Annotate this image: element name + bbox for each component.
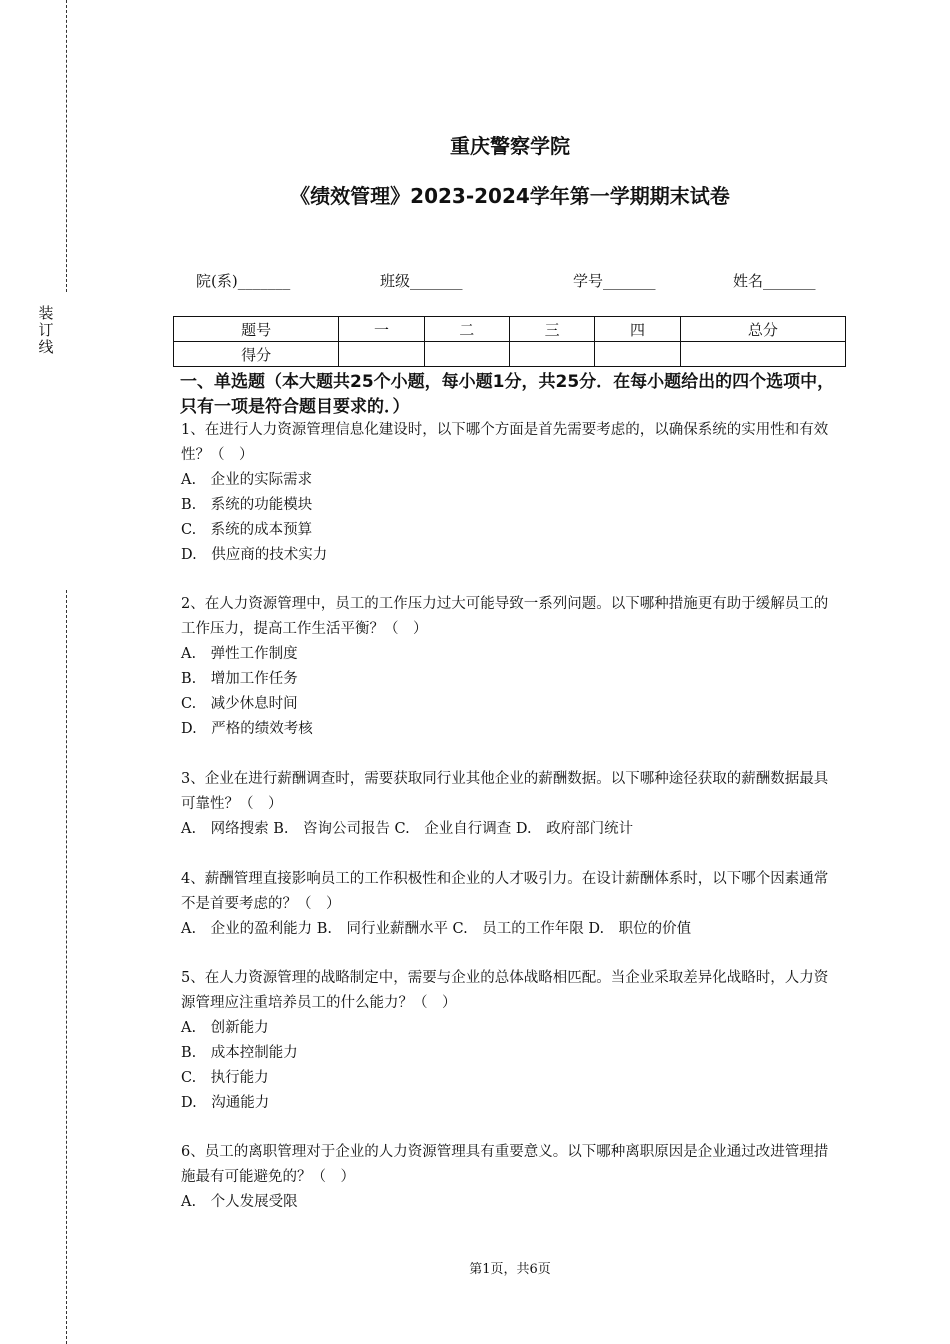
option-a: A. 个人发展受限	[181, 1194, 298, 1210]
score-table	[173, 316, 846, 367]
question-2	[181, 592, 841, 742]
score-table-score-row	[174, 342, 846, 367]
option-d: D. 供应商的技术实力	[181, 547, 328, 563]
score-row-label: 得分	[174, 342, 339, 367]
question-stem: 5、在人力资源管理的战略制定中，需要与企业的总体战略相匹配。当企业采取差异化战略时，人力资源管理应注重培养员工的什么能力？（ ）	[181, 970, 829, 1011]
info-blank[interactable]: _______	[603, 272, 656, 290]
question-3	[181, 767, 841, 842]
option-c: C. 减少休息时间	[181, 696, 298, 712]
info-class	[380, 270, 463, 291]
info-label: 班级	[380, 272, 411, 290]
question-stem: 2、在人力资源管理中，员工的工作压力过大可能导致一系列问题。以下哪种措施更有助于缓解员工的工作压力，提高工作生活平衡？（ ）	[181, 596, 829, 637]
binding-label	[36, 305, 56, 356]
question-stem: 1、在进行人力资源管理信息化建设时，以下哪个方面是首先需要考虑的，以确保系统的实用性和有效性？（ ）	[181, 422, 829, 463]
info-name	[733, 270, 816, 291]
section-heading: 一、单选题（本大题共25个小题，每小题1分，共25分．在每小题给出的四个选项中，只有一项是符合题目要求的．）	[180, 372, 835, 417]
binding-dashed-line-bottom	[66, 590, 67, 1344]
info-label: 学号	[573, 272, 604, 290]
question-1	[181, 418, 841, 568]
option-a: A. 创新能力	[181, 1020, 269, 1036]
option-d: D. 严格的绩效考核	[181, 721, 313, 737]
score-table-header-row	[174, 317, 846, 342]
question-5	[181, 966, 841, 1116]
binding-char: 订	[38, 321, 54, 339]
options-inline: A. 网络搜索 B. 咨询公司报告 C. 企业自行调查 D. 政府部门统计	[181, 821, 634, 837]
binding-char: 装	[38, 304, 54, 322]
score-header-cell: 总分	[680, 317, 845, 342]
info-label: 院(系)	[196, 272, 238, 290]
question-stem: 6、员工的离职管理对于企业的人力资源管理具有重要意义。以下哪种离职原因是企业通过改进管理措施最有可能避免的？（ ）	[181, 1144, 829, 1185]
score-cell[interactable]	[595, 342, 680, 367]
score-header-cell: 四	[595, 317, 680, 342]
info-blank[interactable]: _______	[410, 272, 463, 290]
score-header-cell: 三	[509, 317, 594, 342]
info-blank[interactable]: _______	[763, 272, 816, 290]
option-b: B. 成本控制能力	[181, 1045, 298, 1061]
question-6	[181, 1140, 841, 1215]
option-c: C. 系统的成本预算	[181, 522, 313, 538]
info-student-id	[573, 270, 656, 291]
score-cell[interactable]	[509, 342, 594, 367]
page-footer: 第1页，共6页	[469, 1262, 551, 1277]
question-stem: 3、企业在进行薪酬调查时，需要获取同行业其他企业的薪酬数据。以下哪种途径获取的薪酬数据最具可靠性？（ ）	[181, 771, 829, 812]
question-stem: 4、薪酬管理直接影响员工的工作积极性和企业的人才吸引力。在设计薪酬体系时，以下哪个因素通常不是首要考虑的？（ ）	[181, 871, 829, 912]
options-inline: A. 企业的盈利能力 B. 同行业薪酬水平 C. 员工的工作年限 D. 职位的价值	[181, 921, 692, 937]
info-department	[196, 270, 290, 291]
school-name: 重庆警察学院	[450, 134, 570, 158]
binding-char: 线	[38, 338, 54, 356]
option-b: B. 增加工作任务	[181, 671, 298, 687]
score-header-cell: 二	[424, 317, 509, 342]
option-c: C. 执行能力	[181, 1070, 269, 1086]
score-cell[interactable]	[424, 342, 509, 367]
info-label: 姓名	[733, 272, 764, 290]
option-b: B. 系统的功能模块	[181, 497, 313, 513]
score-cell[interactable]	[339, 342, 424, 367]
question-4	[181, 867, 841, 942]
score-cell[interactable]	[680, 342, 845, 367]
score-header-cell: 题号	[174, 317, 339, 342]
exam-title: 《绩效管理》2023-2024学年第一学期期末试卷	[290, 184, 730, 208]
option-a: A. 弹性工作制度	[181, 646, 298, 662]
option-d: D. 沟通能力	[181, 1095, 270, 1111]
score-header-cell: 一	[339, 317, 424, 342]
option-a: A. 企业的实际需求	[181, 472, 313, 488]
info-blank[interactable]: _______	[237, 272, 291, 290]
